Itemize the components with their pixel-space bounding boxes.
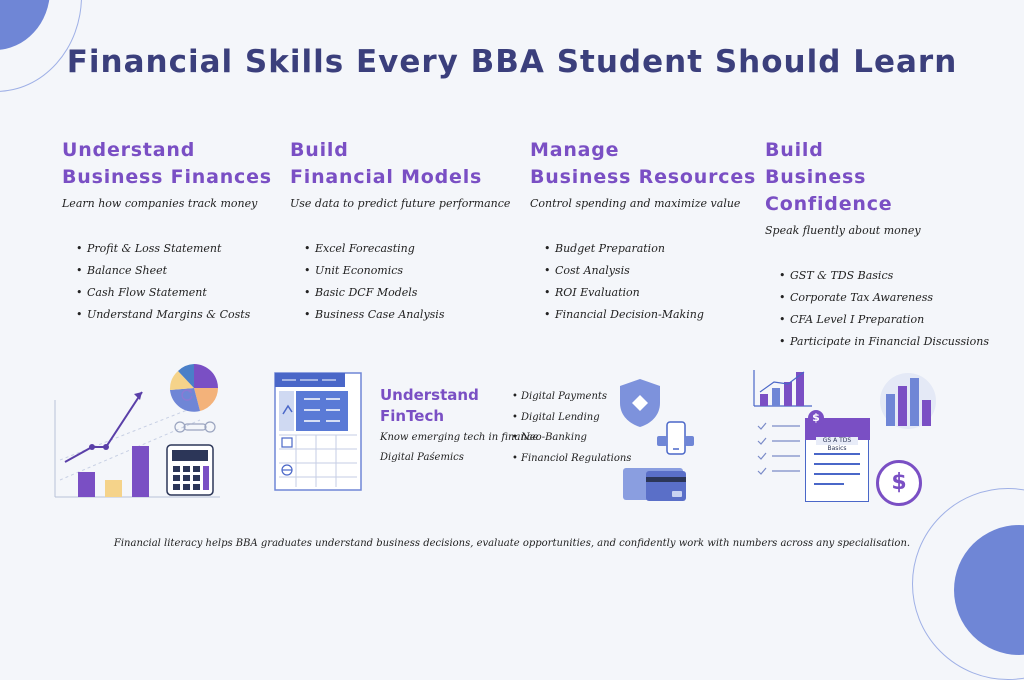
- link-icon: [172, 420, 218, 434]
- list-item: • Business Case Analysis: [304, 304, 520, 326]
- skill-list: [779, 265, 995, 353]
- dollar-coin-icon: $: [876, 460, 922, 506]
- list-item: • ROI Evaluation: [544, 282, 760, 304]
- list-item: • Cash Flow Statement: [76, 282, 292, 304]
- fintech-extra-text: Digital Paśemics: [380, 452, 464, 463]
- list-item: • Corporate Tax Awareness: [779, 287, 995, 309]
- small-dollar-icon: $: [808, 410, 824, 426]
- list-item: • Basic DCF Models: [304, 282, 520, 304]
- column-business-finances: [62, 137, 292, 326]
- list-item: • GST & TDS Basics: [779, 265, 995, 287]
- fintech-subtitle: Know emerging tech in finance: [380, 432, 539, 443]
- heading-line1: Understand: [62, 139, 196, 161]
- heading-line2: FinTech: [380, 407, 445, 425]
- calculator-icon: [166, 444, 214, 496]
- spreadsheet-illustration: [274, 372, 364, 492]
- pie-chart-icon: [168, 362, 220, 414]
- column-subtitle: Use data to predict future performance: [290, 197, 511, 210]
- list-item: • Financial Decision-Making: [544, 304, 760, 326]
- doc-label: GS A TDS Basics: [816, 437, 858, 445]
- list-item: • Unit Economics: [304, 260, 520, 282]
- list-item: • Excel Forecasting: [304, 238, 520, 260]
- list-item: • Budget Preparation: [544, 238, 760, 260]
- list-item: • Profit & Loss Statement: [76, 238, 292, 260]
- column-business-resources: [530, 137, 760, 326]
- heading-line2: Business Resources: [530, 166, 757, 188]
- fintech-heading: [380, 385, 479, 427]
- skill-list: [76, 238, 292, 326]
- list-item: • Balance Sheet: [76, 260, 292, 282]
- credit-card-icon: [622, 467, 688, 503]
- list-item: • CFA Level I Preparation: [779, 309, 995, 331]
- column-heading: [530, 137, 760, 191]
- heading-line1: Manage: [530, 139, 620, 161]
- bar-icon: [132, 446, 149, 497]
- heading-line2: Financial Models: [290, 166, 483, 188]
- bar-chart-icon: [752, 368, 814, 408]
- list-item: • Understand Margins & Costs: [76, 304, 292, 326]
- list-item: • Cost Analysis: [544, 260, 760, 282]
- list-item: • Digital Payments: [512, 387, 631, 408]
- column-business-confidence: [765, 137, 995, 353]
- bar-icon: [78, 472, 95, 497]
- bar-icon: [105, 480, 122, 497]
- phone-icon: [655, 420, 695, 460]
- column-heading: [290, 137, 520, 191]
- heading-line2: Business Finances: [62, 166, 272, 188]
- heading-line1: Build: [765, 139, 824, 161]
- skill-list: [544, 238, 760, 326]
- column-financial-models: [290, 137, 520, 326]
- heading-line2: Business Confidence: [765, 166, 893, 215]
- column-heading: [62, 137, 292, 191]
- column-heading: [765, 137, 995, 218]
- page-title: Financial Skills Every BBA Student Should Learn: [66, 44, 958, 80]
- corner-ring-bottom-right: [912, 488, 1024, 680]
- stats-chart-icon: [872, 372, 938, 430]
- list-item: • Participate in Financial Discussions: [779, 331, 995, 353]
- column-subtitle: Learn how companies track money: [62, 197, 258, 210]
- footer-text: Financial literacy helps BBA graduates understand business decisions, evaluate opportunities, and confidently work with numbers across any specialisation.: [113, 538, 911, 549]
- column-subtitle: Control spending and maximize value: [530, 197, 741, 210]
- list-item: • Financiol Regulations: [512, 449, 631, 470]
- tax-document-icon: [805, 418, 869, 502]
- column-subtitle: Speak fluently about money: [765, 224, 921, 237]
- list-item: • Neo-Banking: [512, 428, 631, 449]
- heading-line1: Build: [290, 139, 349, 161]
- skill-list: [304, 238, 520, 326]
- checklist-icon: [756, 420, 802, 480]
- fintech-list: [512, 387, 631, 469]
- refresh-icon: [180, 388, 194, 402]
- heading-line1: Understand: [380, 386, 479, 404]
- list-item: • Digital Lending: [512, 408, 631, 429]
